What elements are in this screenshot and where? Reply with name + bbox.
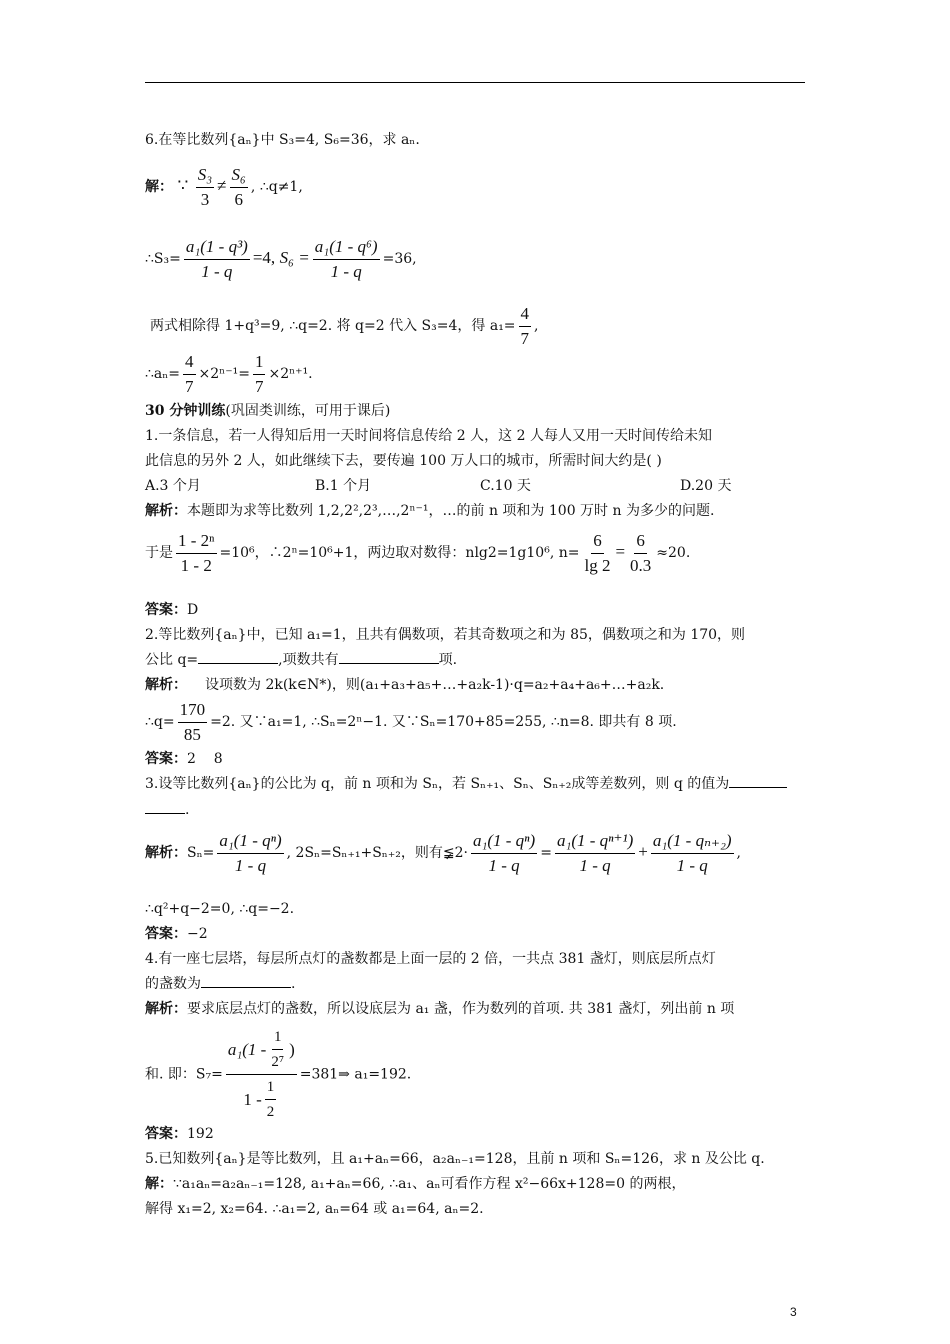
- q3-analysis: [145, 826, 741, 879]
- q5-line1: 5.已知数列{aₙ}是等比数列，且 a₁+aₙ=66，a₂aₙ₋₁=128，且前 n 项和 Sₙ=126，求 n 及公比 q.: [145, 1151, 765, 1167]
- q5-line2: [145, 1174, 685, 1194]
- q3-plus: +: [638, 842, 648, 861]
- page-number: 3: [790, 1305, 797, 1319]
- frac-den: 1 - 2: [180, 555, 212, 575]
- frac-4-7: [519, 303, 532, 350]
- frac-geom-sum: [176, 530, 217, 577]
- q1-option-a: A.3 个月: [145, 478, 201, 494]
- q1-option-b: B.1 个月: [315, 478, 372, 494]
- q3-daan-label: 答案：: [145, 926, 187, 942]
- q1-analysis-text: 本题即为求等比数列 1,2,2²,2³,…,2ⁿ⁻¹，…的前 n 项和为 100 万时 n 为多少的问题.: [187, 503, 715, 519]
- q2-line2-a: 公比 q=: [145, 652, 199, 668]
- q4-answer-value: 192: [187, 1126, 214, 1142]
- q3-eq: =: [540, 845, 552, 861]
- frac-num: a₁(1 - q³): [184, 236, 250, 260]
- q4-daan-label: 答案：: [145, 1126, 187, 1142]
- p6-line1-tail: , ∴q≠1,: [250, 179, 303, 195]
- p6-line2-head: ∴S₃=: [145, 251, 181, 267]
- q2-answer-value: 2 8: [187, 751, 223, 767]
- frac-num: 1: [265, 1076, 277, 1100]
- frac-den: [241, 1075, 281, 1123]
- q2-blank-q[interactable]: [198, 651, 278, 664]
- frac-den: 0.3: [630, 555, 652, 575]
- frac-den: 1 - q: [579, 855, 611, 875]
- frac-6-03: [628, 530, 653, 577]
- p6-jie: 解：: [145, 179, 173, 195]
- q3-answer: [145, 924, 208, 944]
- section-subtitle: (巩固类训练，可用于课后): [225, 403, 391, 419]
- neq-sign: ≠: [217, 176, 227, 195]
- p6-line4-head: ∴aₙ=: [145, 366, 181, 382]
- frac-den: 85: [183, 724, 201, 744]
- frac-num: 1 - 2ⁿ: [176, 530, 217, 554]
- frac-num: 6: [591, 530, 604, 554]
- s6-label: S₆ =: [279, 248, 310, 267]
- header-rule: [145, 82, 805, 83]
- frac-num: 4: [519, 303, 532, 327]
- q2-daan-label: 答案：: [145, 751, 187, 767]
- q2-line2: [145, 650, 457, 670]
- q2-answer: [145, 749, 223, 769]
- q3-line1: [145, 774, 787, 794]
- q2-line2-b: ,项数共有: [278, 652, 339, 668]
- section-title: 30 分钟训练: [145, 403, 226, 419]
- frac-den: 1 - q: [330, 261, 362, 281]
- q1-l2-tail: ≈20.: [656, 545, 691, 561]
- frac-s6-formula: [313, 236, 380, 283]
- frac-num: a₁(1 - qⁿ⁺¹): [555, 830, 635, 854]
- q3-blank-a[interactable]: [729, 775, 787, 788]
- p6-line3-text: 两式相除得 1+q³=9, ∴q=2. 将 q=2 代入 S₃=4，得 a₁=: [150, 318, 516, 334]
- q3-answer-value: −2: [187, 926, 208, 942]
- section-heading: [145, 401, 390, 421]
- q5-line3: 解得 x₁=2, x₂=64. ∴a₁=2, aₙ=64 或 a₁=64, aₙ=2.: [145, 1201, 484, 1217]
- q1-line2: 此信息的另外 2 人，如此继续下去，要传遍 100 万人口的城市，所需时间大约是( ): [145, 453, 662, 469]
- q3-l-head: Sₙ=: [187, 845, 215, 861]
- q4-line2-b: .: [291, 976, 296, 992]
- q3-line-b: ∴q²+q−2=0, ∴q=−2.: [145, 901, 295, 917]
- q4-jiexi-label: 解析：: [145, 1001, 187, 1017]
- frac-s6-6: [230, 164, 248, 211]
- frac-half: [265, 1076, 277, 1123]
- frac-den: 1 - q: [234, 855, 267, 875]
- q4-l2-tail: =381⇒ a₁=192.: [299, 1066, 412, 1083]
- q5-jie-label: 解：: [145, 1176, 173, 1192]
- because-symbol: ∵: [177, 176, 189, 196]
- q1-line1: 1.一条信息，若一人得知后用一天时间将信息传给 2 人，这 2 人每人又用一天时间传给未知: [145, 428, 712, 444]
- frac-num: 6: [634, 530, 647, 554]
- q4-analysis-2: [145, 1026, 411, 1123]
- q4-answer: [145, 1124, 214, 1144]
- s7-num-head: a₁(1 -: [227, 1039, 267, 1059]
- q1-jiexi-label: 解析：: [145, 503, 187, 519]
- q1-l2-mid: =10⁶，∴2ⁿ=10⁶+1，两边取对数得：nlg2=1g10⁶, n=: [219, 545, 580, 561]
- q4-l2-head: 和. 即：S₇=: [145, 1066, 223, 1083]
- q1-option-d: D.20 天: [680, 478, 732, 494]
- frac-sn-2: [471, 830, 537, 877]
- q4-line1: 4.有一座七层塔，每层所点灯的盏数都是上面一层的 2 倍，一共点 381 盏灯，则底层所点灯: [145, 951, 716, 967]
- frac-den: 7: [520, 328, 530, 348]
- s7-close: ): [289, 1039, 295, 1059]
- eq-sign: =: [615, 542, 626, 561]
- frac-num: 170: [178, 699, 208, 723]
- frac-sn: [217, 830, 283, 877]
- q2-line2-c: 项.: [438, 652, 458, 668]
- p6-line1: [145, 160, 303, 213]
- q3-line2: [145, 800, 189, 820]
- q2-line1: 2.等比数列{aₙ}中，已知 a₁=1，且共有偶数项，若其奇数项之和为 85，偶数项之和为 170，则: [145, 627, 746, 643]
- q4-analysis-text: 要求底层点灯的盏数，所以设底层为 a₁ 盏，作为数列的首项. 共 381 盏灯，列出前 n 项: [187, 1001, 735, 1017]
- frac-num: 1: [253, 351, 266, 375]
- q1-daan-label: 答案：: [145, 602, 187, 618]
- frac-den: lg 2: [584, 555, 611, 575]
- p6-title: 6.在等比数列{aₙ}中 S₃=4, S₆=36，求 aₙ.: [145, 132, 420, 148]
- q5-line2-text: ∵a₁aₙ=a₂aₙ₋₁=128, a₁+aₙ=66, ∴a₁、aₙ可看作方程 x²−66x+128=0 的两根，: [173, 1176, 686, 1192]
- p6-line2-mid: =4,: [252, 248, 276, 267]
- frac-6-lg2: [582, 530, 612, 577]
- q2-analysis-2: [145, 696, 677, 748]
- q3-l-tail: ,: [736, 845, 741, 861]
- frac-den: 1 - q: [201, 261, 233, 281]
- s7-den-head: 1 -: [243, 1089, 262, 1109]
- p6-line3-tail: ,: [534, 318, 539, 334]
- frac-1-7: [253, 351, 266, 398]
- frac-half-pow: [269, 1026, 286, 1073]
- p6-line4-tail: ×2ⁿ⁺¹.: [268, 366, 313, 382]
- q2-l2-tail: =2. 又∵a₁=1, ∴Sₙ=2ⁿ−1. 又∵Sₙ=170+85=255, ∴n=8. 即共有 8 项.: [210, 714, 677, 730]
- frac-s3-formula: [184, 236, 250, 283]
- frac-den: 7: [254, 376, 264, 396]
- frac-den: 2: [266, 1104, 275, 1120]
- q2-blank-n[interactable]: [339, 651, 439, 664]
- frac-num: a₁(1 - qⁿ): [217, 830, 283, 854]
- q1-answer-value: D: [187, 602, 199, 618]
- frac-den: 7: [185, 376, 194, 396]
- q1-analysis: [145, 501, 714, 521]
- q1-options: [145, 476, 731, 496]
- frac-sn1: [555, 830, 635, 877]
- p6-line2: [145, 232, 417, 285]
- frac-170-85: [178, 699, 208, 746]
- q4-blank[interactable]: [201, 975, 291, 988]
- frac-sn2: [651, 830, 734, 877]
- frac-num: a₁(1 - qⁿ): [471, 830, 537, 854]
- q4-analysis: [145, 999, 734, 1019]
- frac-den: 1 - q: [488, 855, 520, 875]
- q3-l-mid: , 2Sₙ=Sₙ₊₁+Sₙ₊₂，则有≨2·: [286, 845, 468, 861]
- frac-den: 3: [200, 189, 210, 209]
- p6-line4: [145, 348, 313, 400]
- frac-4-7b: [183, 351, 196, 398]
- q1-l2-head: 于是: [145, 545, 173, 561]
- q1-option-c: C.10 天: [480, 478, 531, 494]
- q1-analysis-2: [145, 526, 690, 579]
- frac-den: 6: [234, 189, 243, 209]
- frac-num: a₁(1 - q⁶): [313, 236, 380, 260]
- q4-line2-a: 的盏数为: [145, 976, 201, 992]
- frac-num: S₃: [196, 164, 214, 188]
- frac-s3-3: [196, 164, 214, 211]
- p6-line2-tail: =36,: [382, 251, 417, 267]
- frac-num: 1: [272, 1026, 284, 1050]
- frac-num: a₁(1 - qₙ₊₂): [651, 830, 734, 854]
- q1-answer: [145, 600, 198, 620]
- q3-line2-tail: .: [185, 802, 190, 818]
- q3-blank-b[interactable]: [145, 801, 185, 814]
- frac-num: 4: [183, 351, 196, 375]
- frac-num: S₆: [230, 164, 248, 188]
- frac-den: 1 - q: [676, 855, 708, 875]
- q2-l2-head: ∴q=: [145, 714, 175, 730]
- q3-jiexi-label: 解析：: [145, 845, 187, 861]
- q2-jiexi-label: 解析：: [145, 677, 187, 693]
- q2-analysis-text: 设项数为 2k(k∈N*)，则(a₁+a₃+a₅+…+a₂k-1)·q=a₂+a₄+a₆+…+a₂k.: [205, 677, 665, 693]
- q3-line1-text: 3.设等比数列{aₙ}的公比为 q，前 n 项和为 Sₙ，若 Sₙ₊₁、Sₙ、Sₙ₊₂成等差数列，则 q 的值为: [145, 776, 730, 792]
- p6-line3: [150, 300, 539, 352]
- frac-den: 2⁷: [271, 1054, 285, 1070]
- q4-line2: [145, 974, 295, 994]
- frac-s7: [226, 1026, 297, 1123]
- p6-line4-mid: ×2ⁿ⁻¹=: [198, 366, 250, 382]
- frac-num: [226, 1026, 297, 1075]
- q2-analysis: [145, 675, 664, 695]
